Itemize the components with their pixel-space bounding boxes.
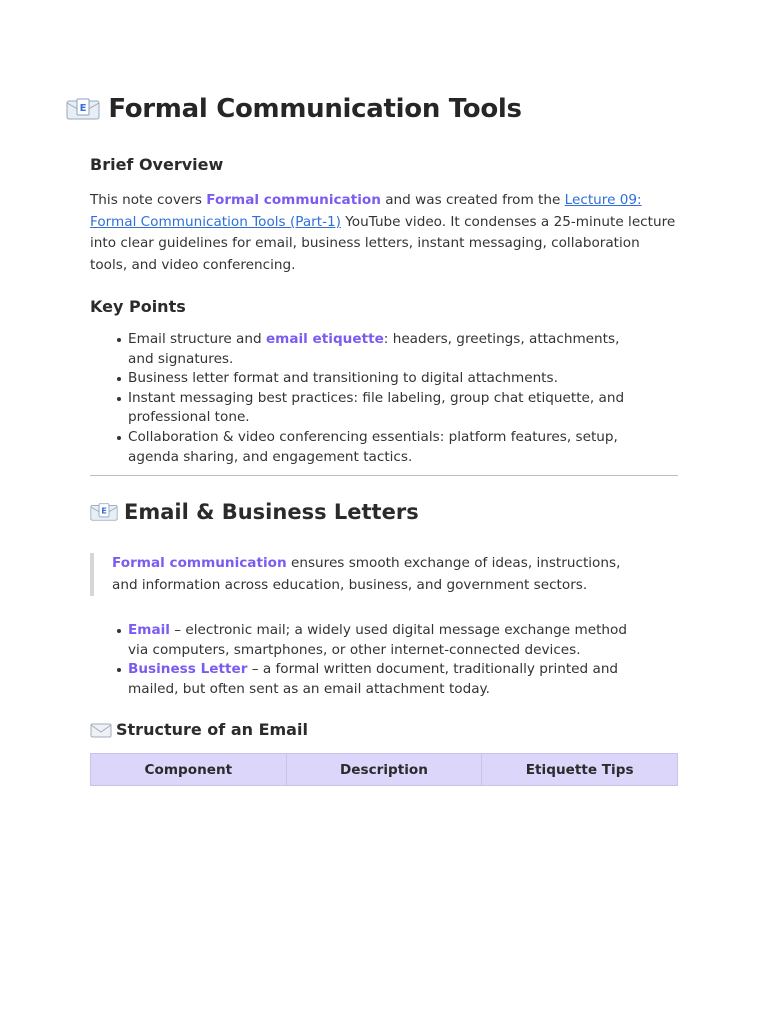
table-header-row [91,754,678,786]
page-title [75,94,522,124]
column-header-description: Description [286,754,482,786]
structure-title: Structure of an Email [116,720,308,739]
svg-text:E: E [79,103,87,114]
list-item: Instant messaging best practices: file labeling, group chat etiquette, and professional tone. [128,389,648,428]
email-definition: – electronic mail; a widely used digital message exchange method via computers, smartphones, or other internet-connected devices. [128,622,627,658]
key-point-1-post: : headers, greetings, attachments, and signatures. [128,331,620,367]
list-item: Collaboration & video conferencing essentials: platform features, setup, agenda sharing, and engagement tactics. [128,428,648,467]
key-point-1-highlight: email etiquette [265,331,384,347]
overview-text-1: This note covers [90,192,207,208]
envelope-icon [90,722,112,738]
column-header-etiquette-tips: Etiquette Tips [482,754,678,786]
envelope-e-icon [90,502,118,522]
overview-highlight: Formal communication [206,192,381,208]
envelope-e-icon [66,97,100,121]
list-item: Business letter format and transitioning to digital attachments. [128,369,648,389]
list-item [128,330,648,369]
key-points-list [90,330,648,467]
overview-heading: Brief Overview [90,155,224,174]
email-section-heading [90,500,419,524]
quote-highlight: Formal communication [112,555,287,571]
business-letter-definition: – a formal written document, traditionally printed and mailed, but often sent as an email attachment today. [128,661,619,697]
quote-text: ensures smooth exchange of ideas, instructions, and information across education, business, and government sectors. [112,555,621,593]
column-header-component: Component [91,754,287,786]
key-point-1-pre: Email structure and [128,331,266,347]
overview-text-2: and was created from the [380,192,565,208]
svg-text:E: E [101,505,107,516]
list-item [128,621,648,660]
email-term: Email [128,622,170,638]
email-bullets [90,621,648,699]
lecture-link[interactable]: Lecture 09: Formal Communication Tools (Part-1) [90,192,642,230]
page-title-text: Formal Communication Tools [108,94,522,124]
list-item [128,660,648,699]
email-section-title: Email & Business Letters [124,500,419,524]
blockquote [90,553,632,596]
structure-heading [90,720,308,739]
key-points-heading: Key Points [90,297,186,316]
overview-paragraph [90,190,678,276]
email-structure-table [90,753,678,786]
business-letter-term: Business Letter [128,661,248,678]
section-divider [90,475,678,476]
overview-text-3: YouTube video. It condenses a 25-minute lecture into clear guidelines for email, business letters, instant messaging, collaboration tools, and video conferencing. [90,213,676,273]
